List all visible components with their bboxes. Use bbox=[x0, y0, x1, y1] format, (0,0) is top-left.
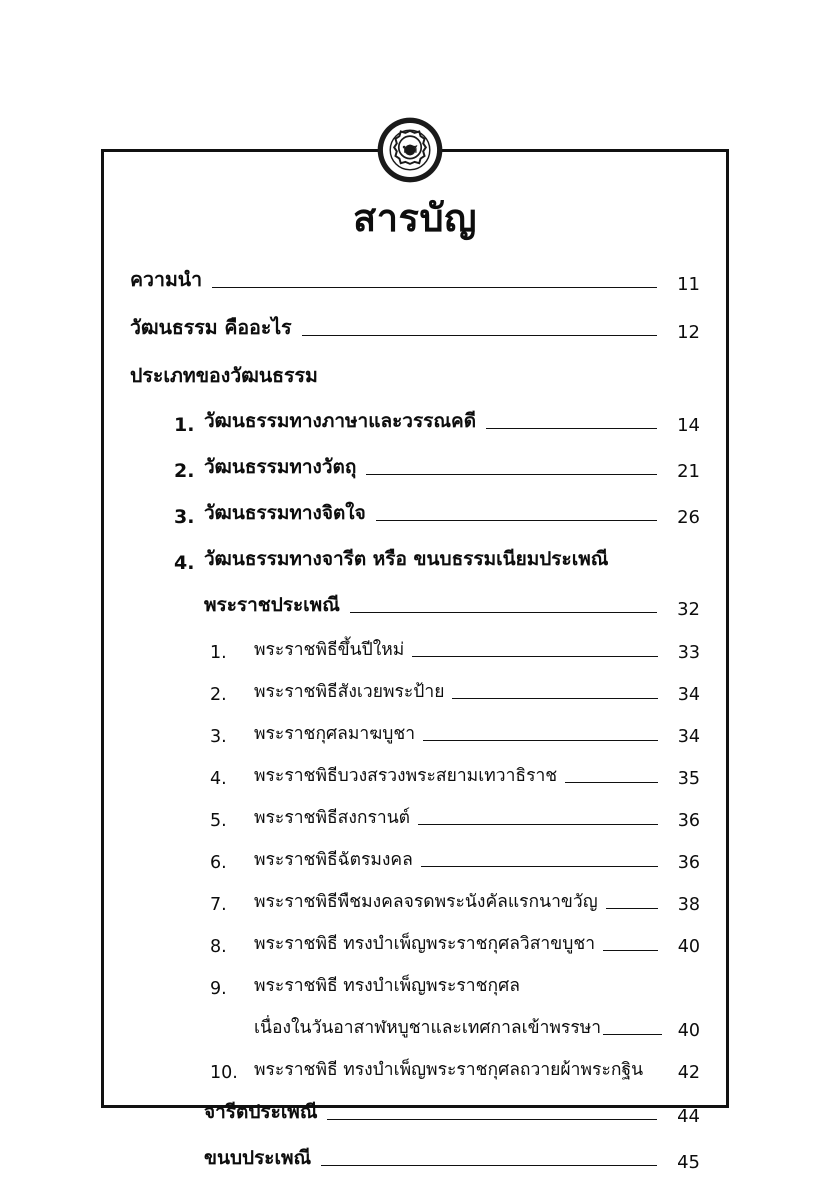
toc-entry[interactable] bbox=[130, 406, 700, 436]
toc-leader-line bbox=[421, 866, 658, 867]
toc-entry-label: พระราชพิธี ทรงบำเพ็ญพระราชกุศล bbox=[254, 976, 520, 996]
toc-page-number: 34 bbox=[677, 685, 700, 705]
toc-entry[interactable] bbox=[130, 971, 700, 999]
toc-leader-line bbox=[603, 950, 658, 951]
toc-leader-line bbox=[486, 428, 657, 429]
toc-entry[interactable] bbox=[130, 312, 700, 343]
svg-text:พศ: พศ bbox=[402, 142, 418, 156]
toc-page-number: 44 bbox=[677, 1106, 700, 1127]
toc-entry[interactable] bbox=[130, 452, 700, 482]
toc-page-number: 21 bbox=[677, 461, 700, 482]
toc-entry-label: เนื่องในวันอาสาฬหบูชาและเทศกาลเข้าพรรษา bbox=[254, 1018, 602, 1038]
toc-entry-number: 8. bbox=[210, 937, 227, 957]
toc-page-number: 38 bbox=[677, 895, 700, 915]
toc-entry-label: ความนำ bbox=[130, 268, 203, 291]
toc-entry-number: 3. bbox=[174, 506, 195, 528]
toc-entry-number: 1. bbox=[210, 643, 227, 663]
toc-entry-label: พระราชประเพณี bbox=[204, 594, 340, 616]
toc-entry-number: 4. bbox=[210, 769, 227, 789]
toc-entry-number: 9. bbox=[210, 979, 227, 999]
toc-entry[interactable] bbox=[130, 929, 700, 957]
toc-entry-label: พระราชพิธี ทรงบำเพ็ญพระราชกุศลถวายผ้าพระกฐิน bbox=[254, 1060, 644, 1080]
toc-page-number: 12 bbox=[677, 322, 700, 343]
toc-leader-line bbox=[452, 698, 658, 699]
toc-leader-line bbox=[327, 1119, 657, 1120]
toc-entry-number: 3. bbox=[210, 727, 227, 747]
toc-page-number: 26 bbox=[677, 507, 700, 528]
toc-entry[interactable] bbox=[130, 498, 700, 528]
toc-leader-line bbox=[376, 520, 657, 521]
toc-entry-number: 7. bbox=[210, 895, 227, 915]
toc-entry-number: 1. bbox=[174, 414, 195, 436]
toc-leader-line bbox=[603, 1034, 662, 1035]
toc-entry-label: พระราชพิธีบวงสรวงพระสยามเทวาธิราช bbox=[254, 766, 558, 786]
toc-entry-label: วัฒนธรรมทางวัตถุ bbox=[204, 456, 357, 478]
toc-leader-line bbox=[418, 824, 658, 825]
toc-entry-label: จารีตประเพณี bbox=[204, 1101, 318, 1123]
toc-page-number: 35 bbox=[677, 769, 700, 789]
toc-entry-number: 10. bbox=[210, 1063, 238, 1083]
toc-page-number: 42 bbox=[677, 1063, 700, 1083]
toc-entry[interactable] bbox=[130, 1143, 700, 1173]
toc-entry-label: วัฒนธรรมทางภาษาและวรรณคดี bbox=[204, 410, 477, 432]
page-title: สารบัญ bbox=[353, 196, 477, 240]
toc-entry[interactable] bbox=[130, 635, 700, 663]
toc-leader-line bbox=[412, 656, 658, 657]
toc-page-number: 40 bbox=[677, 1021, 700, 1041]
toc-page-number: 45 bbox=[677, 1152, 700, 1173]
toc-leader-line bbox=[651, 1076, 658, 1077]
toc-entry-label: พระราชพิธี ทรงบำเพ็ญพระราชกุศลวิสาขบูชา bbox=[254, 934, 596, 954]
toc-entry[interactable] bbox=[130, 264, 700, 295]
toc-page-number: 36 bbox=[677, 853, 700, 873]
toc-entry-label: วัฒนธรรมทางจารีต หรือ ขนบธรรมเนียมประเพณี bbox=[204, 548, 609, 570]
toc-entry-label: พระราชพิธีขึ้นปีใหม่ bbox=[254, 640, 405, 660]
toc-entry-label: ประเภทของวัฒนธรรม bbox=[130, 364, 318, 387]
toc-leader-line bbox=[565, 782, 658, 783]
toc-leader-line bbox=[321, 1165, 657, 1166]
toc-entry-label: พระราชพิธีสงกรานต์ bbox=[254, 808, 411, 828]
toc-entry[interactable] bbox=[130, 1055, 700, 1083]
toc-entry-number: 2. bbox=[210, 685, 227, 705]
toc-entry[interactable] bbox=[130, 845, 700, 873]
toc-entry-label: พระราชกุศลมาฆบูชา bbox=[254, 724, 416, 744]
toc-entry[interactable] bbox=[130, 1013, 700, 1041]
page-border-frame bbox=[101, 149, 729, 1173]
toc-entry-number: 4. bbox=[174, 552, 195, 574]
toc-page-number: 32 bbox=[677, 599, 700, 620]
toc-entry-label: พระราชพิธีฉัตรมงคล bbox=[254, 850, 413, 870]
toc-entry[interactable] bbox=[130, 803, 700, 831]
toc-entry[interactable] bbox=[130, 761, 700, 789]
toc-entry[interactable] bbox=[130, 887, 700, 915]
toc-entry[interactable] bbox=[130, 1097, 700, 1127]
toc-entry-label: วัฒนธรรม คืออะไร bbox=[130, 316, 292, 339]
toc-entry[interactable] bbox=[130, 544, 700, 574]
toc-entry[interactable] bbox=[130, 590, 700, 620]
toc-page-number: 34 bbox=[677, 727, 700, 747]
toc-entry[interactable] bbox=[130, 719, 700, 747]
toc-leader-line bbox=[366, 474, 657, 475]
toc-entry[interactable] bbox=[130, 360, 700, 391]
toc-entry-label: พระราชพิธีสังเวยพระป้าย bbox=[254, 682, 445, 702]
emblem-graphic bbox=[377, 117, 443, 183]
toc-entry-label: ขนบประเพณี bbox=[204, 1147, 312, 1169]
toc-entry[interactable] bbox=[130, 677, 700, 705]
toc-leader-line bbox=[212, 287, 657, 288]
toc-page-number: 40 bbox=[677, 937, 700, 957]
toc-entry-number: 5. bbox=[210, 811, 227, 831]
toc-leader-line bbox=[350, 612, 657, 613]
toc-page-number: 36 bbox=[677, 811, 700, 831]
toc-page-number: 33 bbox=[677, 643, 700, 663]
toc-leader-line bbox=[423, 740, 658, 741]
toc-entry-label: พระราชพิธีพืชมงคลจรดพระนังคัลแรกนาขวัญ bbox=[254, 892, 598, 912]
table-of-contents-list bbox=[104, 264, 726, 1189]
toc-leader-line bbox=[302, 335, 657, 336]
toc-entry-label: วัฒนธรรมทางจิตใจ bbox=[204, 502, 366, 524]
toc-leader-line bbox=[606, 908, 658, 909]
toc-entry-number: 2. bbox=[174, 460, 195, 482]
toc-page-number: 11 bbox=[677, 274, 700, 295]
book-emblem-seal bbox=[377, 117, 443, 183]
toc-page-number: 14 bbox=[677, 415, 700, 436]
toc-entry-number: 6. bbox=[210, 853, 227, 873]
